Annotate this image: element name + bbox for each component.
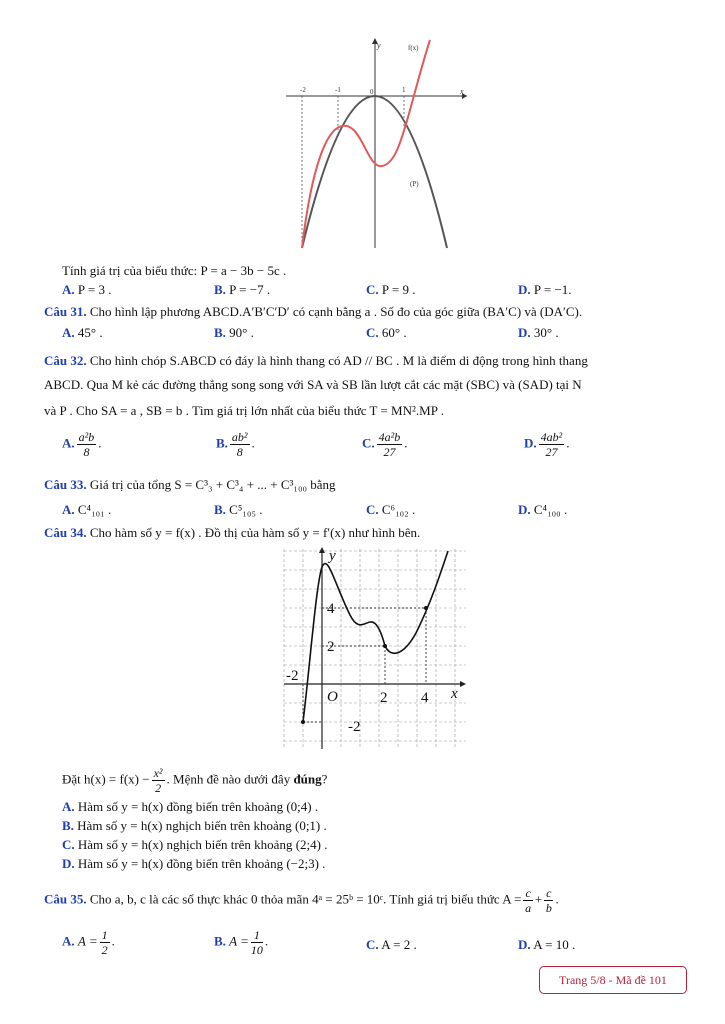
page-footer: Trang 5/8 - Mã đề 101	[539, 966, 687, 994]
graph2-origin: O	[327, 689, 338, 705]
q34-option-c[interactable]: C. Hàm số y = h(x) nghịch biến trên khoảng (2;4) .	[62, 837, 328, 852]
graph2-x-label: x	[451, 686, 458, 702]
graph2-y-label: y	[329, 548, 336, 564]
q34-question: Câu 34. Cho hàm số y = f(x) . Đồ thị của hàm số y = f′(x) như hình bên.	[44, 525, 421, 540]
graph2-tick-y4: 4	[327, 601, 335, 617]
graph1-tick-m2: -2	[300, 86, 306, 94]
q34-option-b[interactable]: B. Hàm số y = h(x) nghịch biến trên khoảng (0;1) .	[62, 818, 327, 833]
q34-option-d[interactable]: D. Hàm số y = h(x) đồng biến trên khoảng (−2;3) .	[62, 856, 326, 871]
graph1-tick-0: 0	[370, 88, 374, 96]
q31-option-d[interactable]: D. 30° .	[518, 325, 559, 340]
q31-option-b[interactable]: B. 90° .	[214, 325, 254, 340]
graph1-y-label: y	[377, 41, 381, 50]
q30-option-d[interactable]: D. P = −1.	[518, 282, 572, 297]
q32-question: Câu 32. Cho hình chóp S.ABCD có đáy là hình thang có AD // BC . M là điểm di động trong hình thang	[44, 353, 588, 368]
graph2-tick-ym2: -2	[348, 719, 361, 735]
q35-option-b[interactable]: B. A = $\frac{1}{10}$ .	[214, 928, 269, 957]
q31-question: Câu 31. Cho hình lập phương ABCD.A′B′C′D′ có cạnh bằng a . Số đo của góc giữa (BA′C) và (DA′C).	[44, 304, 583, 319]
q30-option-c[interactable]: C. P = 9 .	[366, 282, 416, 297]
q33-option-d[interactable]: D. C⁴₁₀₀ .	[518, 502, 568, 517]
q35-option-c[interactable]: C. A = 2 .	[366, 937, 417, 952]
q31-option-a[interactable]: A. 45° .	[62, 325, 103, 340]
graph1-p-label: (P)	[410, 180, 419, 188]
q32-option-d[interactable]: D. $\frac{\text{4ab²}}{27}$ .	[524, 430, 570, 459]
q30-option-a[interactable]: A. P = 3 .	[62, 282, 112, 297]
q33-option-b[interactable]: B. C⁵₁₀₅ .	[214, 502, 263, 517]
graph1-fx-label: f(x)	[408, 44, 419, 52]
q32-option-c[interactable]: C. $\frac{\text{4a²b}}{27}$ .	[362, 430, 408, 459]
q34-stem: Đặt h(x) = f(x) − $\frac{\text{x²}}{2}$ . Mệnh đề nào dưới đây đúng?	[62, 766, 328, 795]
q30-stem: Tính giá trị của biểu thức: P = a − 3b − 5c .	[62, 263, 287, 278]
q35-question: Câu 35. Cho a, b, c là các số thực khác 0 thỏa mãn 4ᵃ = 25ᵇ = 10ᶜ. Tính giá trị biểu thức A = $\frac{c}{a}$ + $\frac{c}{b}$ .	[44, 886, 559, 915]
q32-line3: và P . Cho SA = a , SB = b . Tìm giá trị lớn nhất của biểu thức T = MN².MP .	[44, 403, 444, 418]
q35-option-a[interactable]: A. A = $\frac{1}{2}$ .	[62, 928, 115, 957]
graph-parabola-cubic	[282, 34, 472, 254]
graph2-tick-x4: 4	[421, 690, 429, 706]
graph1-tick-m1: -1	[335, 86, 341, 94]
q31-option-c[interactable]: C. 60° .	[366, 325, 407, 340]
q32-option-a[interactable]: A. $\frac{\text{a²b}}{8}$ .	[62, 430, 102, 459]
q34-option-a[interactable]: A. Hàm số y = h(x) đồng biến trên khoảng (0;4) .	[62, 799, 319, 814]
q33-question: Câu 33. Giá trị của tổng S = C³₃ + C³₄ + ... + C³₁₀₀ bằng	[44, 477, 336, 492]
graph2-tick-x2: 2	[380, 690, 388, 706]
graph2-tick-xm2: -2	[286, 668, 299, 684]
q32-option-b[interactable]: B. $\frac{\text{ab²}}{8}$ .	[216, 430, 255, 459]
graph1-x-label: x	[460, 87, 464, 96]
graph-fprime	[280, 545, 470, 753]
q35-option-d[interactable]: D. A = 10 .	[518, 937, 576, 952]
graph2-tick-y2: 2	[327, 639, 335, 655]
q30-option-b[interactable]: B. P = −7 .	[214, 282, 271, 297]
q32-line2: ABCD. Qua M kẻ các đường thẳng song song với SA và SB lần lượt cắt các mặt (SBC) và (SAD) tại N	[44, 377, 582, 392]
q33-option-c[interactable]: C. C⁶₁₀₂ .	[366, 502, 416, 517]
q33-option-a[interactable]: A. C⁴₁₀₁ .	[62, 502, 112, 517]
graph1-tick-1: 1	[402, 86, 406, 94]
